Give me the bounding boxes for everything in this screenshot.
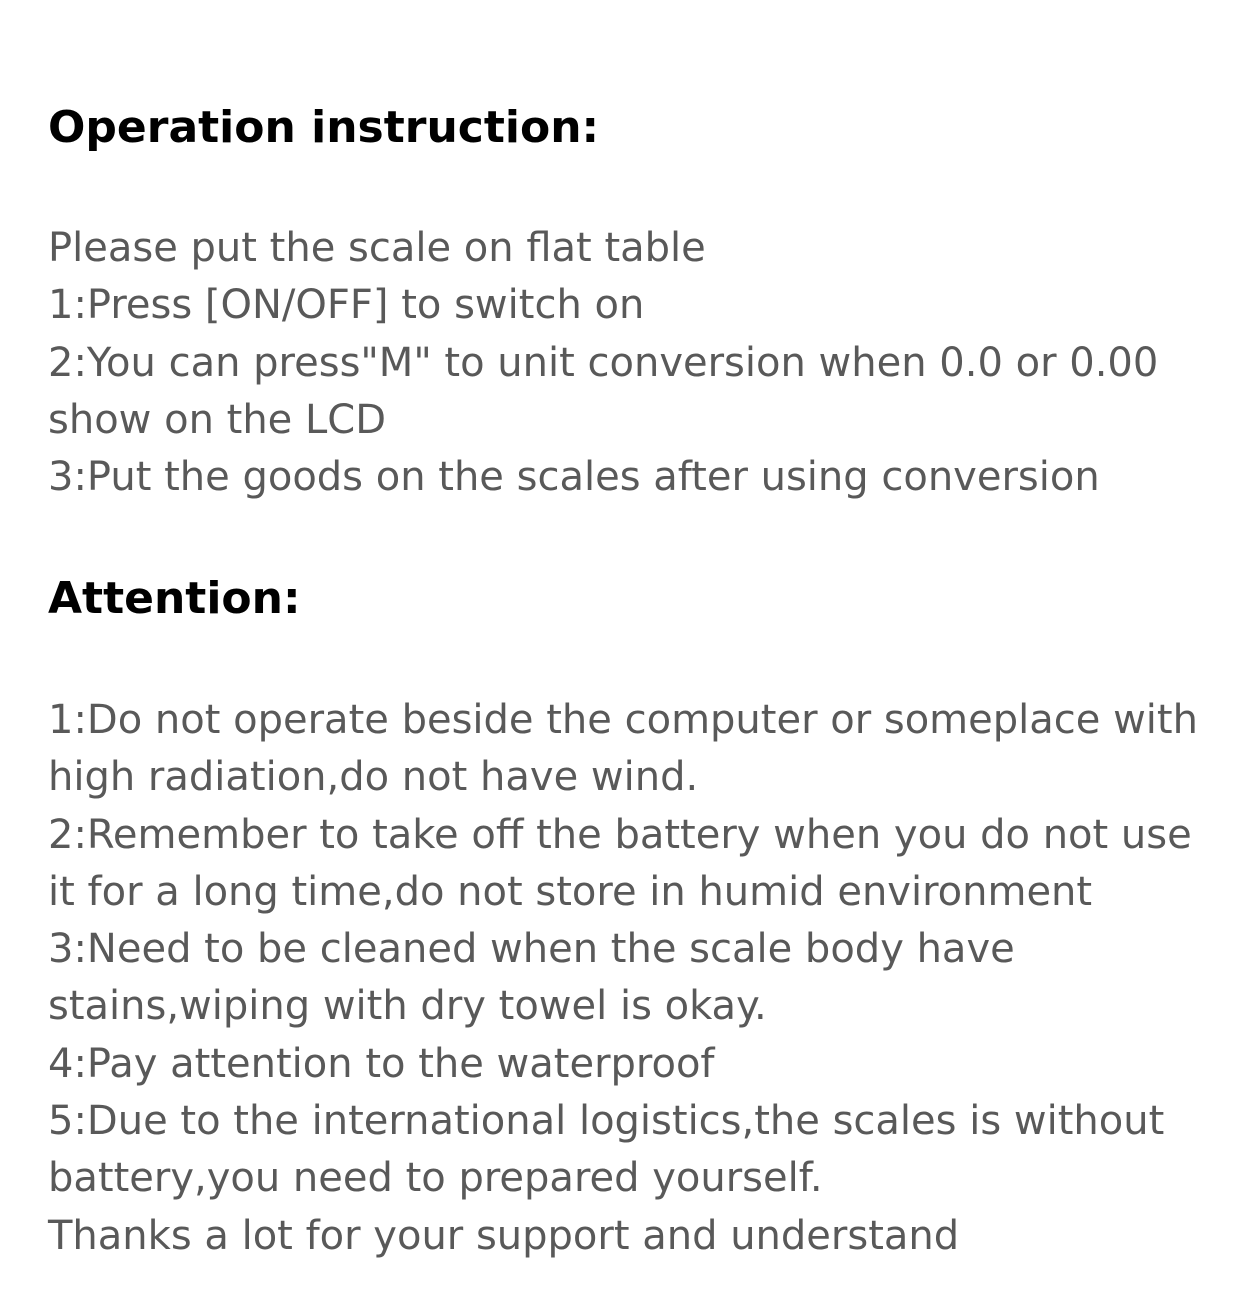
- attention-line: 2:Remember to take off the battery when you do not use: [48, 811, 1192, 858]
- attention-line: it for a long time,do not store in humid environment: [48, 868, 1093, 915]
- instruction-line: 3:Put the goods on the scales after using conversion: [48, 454, 1100, 501]
- instruction-line: show on the LCD: [48, 396, 387, 443]
- instruction-line: Please put the scale on flat table: [48, 225, 706, 271]
- instruction-line: 1:Press [ON/OFF] to switch on: [48, 282, 645, 329]
- operation-instruction-list: [48, 220, 1218, 506]
- attention-line: 4:Pay attention to the waterproof: [48, 1040, 715, 1087]
- attention-line: Thanks a lot for your support and understand: [48, 1212, 960, 1259]
- operation-instruction-heading: Operation instruction:: [48, 102, 600, 153]
- attention-line: high radiation,do not have wind.: [48, 754, 699, 801]
- attention-line: stains,wiping with dry towel is okay.: [48, 983, 767, 1030]
- attention-list: [48, 692, 1218, 1265]
- instruction-line: 2:You can press"M" to unit conversion when 0.0 or 0.00: [48, 339, 1159, 386]
- attention-line: 1:Do not operate beside the computer or someplace with: [48, 697, 1198, 743]
- attention-line: 3:Need to be cleaned when the scale body have: [48, 926, 1015, 973]
- attention-line: 5:Due to the international logistics,the scales is without: [48, 1098, 1165, 1145]
- attention-heading: Attention:: [48, 573, 301, 624]
- attention-line: battery,you need to prepared yourself.: [48, 1155, 823, 1202]
